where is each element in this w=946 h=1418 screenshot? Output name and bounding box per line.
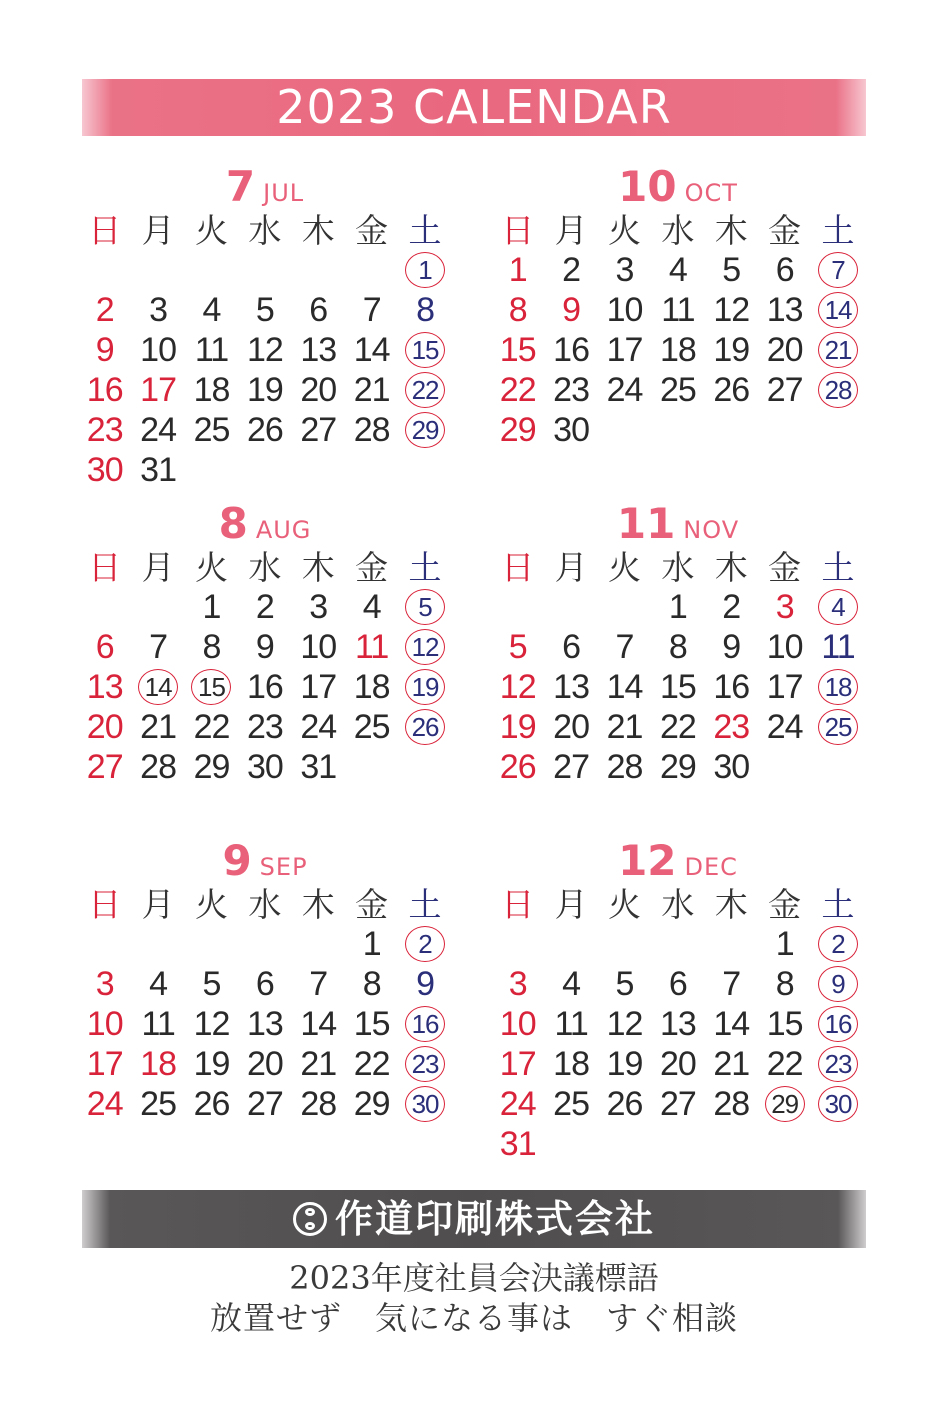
day-cell: 20 [553,708,589,746]
day-cell: 8 [775,965,794,1003]
day-cell: 7 [615,628,634,666]
day-cell-circled: 22 [398,370,451,410]
weekday-header: 水 [661,885,695,924]
month-name: JUL [263,179,305,207]
weekday-header: 金 [355,548,389,587]
day-cell: 12 [193,1005,230,1043]
day-cell: 26 [606,1085,643,1123]
day-cell-circled: 19 [398,667,451,707]
day-cell: 12 [246,331,283,369]
weekday-header: 月 [141,548,175,587]
day-cell: 31 [300,748,337,786]
weekday-header: 月 [554,885,588,924]
month-august [78,499,452,787]
day-cell: 5 [508,628,527,666]
company-name: 作道印刷株式会社 [334,1197,655,1241]
day-cell: 21 [140,708,176,746]
day-cell-circled: 14 [131,667,184,707]
day-cell: 27 [300,411,337,449]
day-cell: 17 [300,668,337,706]
day-cell: 7 [149,628,168,666]
day-cell: 5 [615,965,634,1003]
month-grid [78,549,452,787]
empty-day-cell [598,587,651,627]
weekday-header: 金 [355,211,389,250]
month-july [78,162,452,490]
day-cell: 14 [300,1005,337,1043]
weekday-header: 火 [194,548,228,587]
empty-day-cell [131,250,184,290]
day-cell: 24 [86,1085,123,1123]
day-cell: 4 [149,965,168,1003]
empty-day-cell [78,587,131,627]
day-cell: 27 [766,371,803,409]
day-cell: 10 [499,1005,536,1043]
weekday-header: 火 [194,885,228,924]
day-cell: 22 [499,371,536,409]
day-cell: 3 [508,965,527,1003]
day-cell: 23 [246,708,283,746]
day-cell-circled: 5 [398,587,451,627]
day-cell: 29 [193,748,230,786]
weekday-header: 金 [355,885,389,924]
day-cell: 16 [86,371,123,409]
day-cell: 27 [659,1085,696,1123]
day-cell: 3 [149,291,168,329]
day-cell-circled: 23 [398,1044,451,1084]
day-cell: 25 [659,371,696,409]
day-cell: 18 [659,331,696,369]
day-cell: 15 [659,668,696,706]
day-cell: 28 [140,748,176,786]
empty-day-cell [238,924,291,964]
day-cell: 2 [722,588,741,626]
day-cell: 2 [255,588,274,626]
day-cell-circled: 9 [811,964,864,1004]
weekday-header: 水 [248,885,282,924]
day-cell: 25 [353,708,390,746]
empty-day-cell [705,924,758,964]
weekday-header: 月 [141,885,175,924]
day-cell-circled: 15 [185,667,238,707]
day-cell: 14 [353,331,390,369]
weekday-header: 金 [768,548,802,587]
day-cell: 17 [140,371,176,409]
empty-day-cell [544,587,597,627]
day-cell: 12 [606,1005,643,1043]
day-cell: 8 [668,628,687,666]
empty-day-cell [78,924,131,964]
day-cell-circled: 30 [811,1084,864,1124]
day-cell: 10 [140,331,176,369]
day-cell: 7 [309,965,328,1003]
weekday-header: 日 [501,548,535,587]
day-cell: 4 [202,291,221,329]
day-cell: 25 [193,411,230,449]
day-cell: 9 [416,965,434,1003]
day-cell: 6 [562,628,581,666]
weekday-header: 火 [607,548,641,587]
day-cell: 27 [246,1085,283,1123]
day-cell: 28 [713,1085,750,1123]
day-cell: 11 [355,628,389,666]
month-number: 12 [618,836,677,885]
day-cell-circled: 29 [758,1084,811,1124]
weekday-header: 木 [301,885,335,924]
day-cell: 20 [766,331,803,369]
weekday-header: 水 [248,548,282,587]
month-december [491,836,865,1164]
day-cell-circled: 16 [398,1004,451,1044]
empty-day-cell [651,924,704,964]
day-cell: 6 [775,251,794,289]
day-cell: 22 [766,1045,803,1083]
weekday-header: 木 [714,211,748,250]
weekday-header: 日 [501,885,535,924]
month-header [78,162,452,212]
month-grid [78,886,452,1124]
day-cell: 25 [553,1085,589,1123]
day-cell: 29 [353,1085,390,1123]
day-cell: 16 [246,668,283,706]
empty-day-cell [598,924,651,964]
day-cell: 18 [193,371,230,409]
month-name: NOV [683,516,740,544]
day-cell: 5 [255,291,274,329]
day-cell: 19 [606,1045,643,1083]
day-cell: 28 [353,411,390,449]
weekday-header: 土 [821,548,855,587]
day-cell: 16 [553,331,589,369]
day-cell: 4 [562,965,581,1003]
day-cell: 29 [499,411,536,449]
weekday-header: 木 [714,548,748,587]
weekday-header: 火 [607,885,641,924]
day-cell: 4 [668,251,687,289]
day-cell: 1 [508,251,527,289]
day-cell-circled: 2 [811,924,864,964]
weekday-header: 土 [821,885,855,924]
month-grid [491,212,865,450]
day-cell: 18 [140,1045,176,1083]
weekday-header: 水 [661,211,695,250]
day-cell: 26 [246,411,283,449]
day-cell: 13 [86,668,123,706]
day-cell-circled: 28 [811,370,864,410]
day-cell: 30 [246,748,283,786]
month-grid [78,212,452,490]
day-cell: 8 [202,628,221,666]
day-cell: 20 [659,1045,696,1083]
day-cell: 10 [766,628,803,666]
day-cell: 28 [606,748,643,786]
weekday-header: 日 [88,885,122,924]
day-cell: 23 [86,411,123,449]
day-cell-circled: 30 [398,1084,451,1124]
day-cell-circled: 4 [811,587,864,627]
day-cell: 31 [499,1125,536,1163]
day-cell: 1 [362,925,381,963]
day-cell-circled: 25 [811,707,864,747]
day-cell: 30 [713,748,750,786]
month-number: 11 [616,499,676,548]
day-cell: 20 [300,371,337,409]
day-cell: 13 [766,291,803,329]
weekday-header: 木 [714,885,748,924]
day-cell-circled: 21 [811,330,864,370]
day-cell: 7 [362,291,381,329]
empty-day-cell [78,250,131,290]
day-cell: 16 [713,668,750,706]
weekday-header: 日 [88,211,122,250]
empty-day-cell [131,924,184,964]
day-cell: 6 [255,965,274,1003]
month-header [491,162,865,212]
day-cell: 5 [202,965,221,1003]
day-cell: 25 [140,1085,176,1123]
day-cell-circled: 14 [811,290,864,330]
empty-day-cell [544,924,597,964]
day-cell: 21 [713,1045,750,1083]
month-number: 7 [225,162,256,211]
day-cell: 2 [95,291,114,329]
empty-day-cell [238,250,291,290]
day-cell: 27 [553,748,589,786]
day-cell: 9 [95,331,114,369]
day-cell: 6 [309,291,328,329]
day-cell-circled: 7 [811,250,864,290]
day-cell: 13 [300,331,337,369]
day-cell: 20 [86,708,123,746]
day-cell: 29 [659,748,696,786]
day-cell: 11 [141,1005,175,1043]
day-cell: 21 [300,1045,337,1083]
month-grid [491,886,865,1164]
day-cell: 14 [713,1005,750,1043]
day-cell: 27 [86,748,123,786]
company-banner [82,1190,866,1248]
day-cell: 22 [659,708,696,746]
day-cell: 21 [606,708,643,746]
day-cell: 17 [766,668,803,706]
day-cell: 19 [713,331,750,369]
day-cell-circled: 15 [398,330,451,370]
day-cell: 2 [562,251,581,289]
month-name: OCT [684,179,738,207]
month-grid [491,549,865,787]
day-cell: 4 [362,588,381,626]
empty-day-cell [491,924,544,964]
month-september [78,836,452,1124]
day-cell: 24 [140,411,176,449]
month-number: 8 [218,499,248,548]
empty-day-cell [292,924,345,964]
day-cell: 6 [668,965,687,1003]
weekday-header: 水 [661,548,695,587]
day-cell: 26 [193,1085,230,1123]
day-cell: 1 [668,588,687,626]
month-header [78,836,452,886]
month-october [491,162,865,450]
day-cell: 22 [193,708,230,746]
day-cell: 6 [95,628,114,666]
day-cell-circled: 16 [811,1004,864,1044]
day-cell: 15 [766,1005,803,1043]
month-name: AUG [255,516,312,544]
day-cell: 8 [508,291,527,329]
weekday-header: 月 [554,211,588,250]
day-cell-circled: 29 [398,410,451,450]
day-cell: 26 [499,748,536,786]
day-cell: 15 [499,331,536,369]
month-november [491,499,865,787]
month-number: 9 [222,836,252,885]
day-cell: 23 [713,708,750,746]
day-cell: 28 [300,1085,337,1123]
day-cell: 19 [499,708,536,746]
weekday-header: 土 [408,885,442,924]
day-cell: 24 [766,708,803,746]
day-cell: 30 [86,451,123,489]
weekday-header: 土 [408,211,442,250]
day-cell: 24 [499,1085,536,1123]
day-cell: 30 [553,411,589,449]
month-name: SEP [259,853,308,881]
day-cell: 9 [255,628,274,666]
empty-day-cell [131,587,184,627]
day-cell: 9 [562,291,581,329]
day-cell: 23 [553,371,589,409]
empty-day-cell [185,250,238,290]
day-cell-circled: 23 [811,1044,864,1084]
day-cell-circled: 2 [398,924,451,964]
empty-day-cell [491,587,544,627]
day-cell: 13 [553,668,589,706]
weekday-header: 火 [607,211,641,250]
day-cell: 10 [606,291,643,329]
day-cell: 13 [246,1005,283,1043]
day-cell: 11 [661,291,695,329]
day-cell: 10 [300,628,337,666]
weekday-header: 金 [768,885,802,924]
company-logo-icon [293,1202,327,1236]
weekday-header: 日 [88,548,122,587]
day-cell: 17 [86,1045,123,1083]
day-cell: 21 [353,371,390,409]
day-cell: 19 [193,1045,230,1083]
month-number: 10 [618,162,677,211]
weekday-header: 火 [194,211,228,250]
month-header [491,499,865,549]
day-cell: 12 [499,668,536,706]
weekday-header: 日 [501,211,535,250]
motto-title: 2023年度社員会決議標語 [289,1259,659,1297]
weekday-header: 木 [301,548,335,587]
day-cell: 7 [722,965,741,1003]
empty-day-cell [185,924,238,964]
day-cell: 15 [353,1005,390,1043]
month-header [491,836,865,886]
day-cell: 31 [140,451,176,489]
month-header [78,499,452,549]
day-cell: 14 [606,668,643,706]
day-cell: 20 [246,1045,283,1083]
weekday-header: 水 [248,211,282,250]
weekday-header: 月 [141,211,175,250]
day-cell: 3 [95,965,114,1003]
day-cell: 13 [659,1005,696,1043]
day-cell: 11 [194,331,229,369]
day-cell-circled: 1 [398,250,451,290]
empty-day-cell [345,250,398,290]
day-cell: 11 [821,628,855,666]
day-cell: 5 [722,251,741,289]
day-cell-circled: 26 [398,707,451,747]
day-cell: 22 [353,1045,390,1083]
day-cell: 9 [722,628,741,666]
day-cell: 3 [615,251,634,289]
day-cell-circled: 18 [811,667,864,707]
day-cell-circled: 12 [398,627,451,667]
motto-slogan: 放置せず 気になる事は すぐ相談 [209,1299,738,1337]
empty-day-cell [292,250,345,290]
day-cell: 19 [246,371,283,409]
day-cell: 3 [775,588,794,626]
day-cell: 17 [606,331,643,369]
weekday-header: 木 [301,211,335,250]
day-cell: 8 [416,291,434,329]
day-cell: 18 [553,1045,589,1083]
month-name: DEC [684,853,738,881]
weekday-header: 土 [821,211,855,250]
day-cell: 24 [300,708,337,746]
day-cell: 12 [713,291,750,329]
day-cell: 18 [353,668,390,706]
day-cell: 17 [499,1045,536,1083]
day-cell: 10 [86,1005,123,1043]
day-cell: 1 [775,925,794,963]
day-cell: 26 [713,371,750,409]
day-cell: 24 [606,371,643,409]
day-cell: 3 [309,588,328,626]
weekday-header: 土 [408,548,442,587]
weekday-header: 月 [554,548,588,587]
day-cell: 1 [202,588,221,626]
calendar-title: 2023 CALENDAR [276,80,672,134]
weekday-header: 金 [768,211,802,250]
calendar-title-banner [82,79,866,136]
day-cell: 8 [362,965,381,1003]
day-cell: 11 [554,1005,588,1043]
